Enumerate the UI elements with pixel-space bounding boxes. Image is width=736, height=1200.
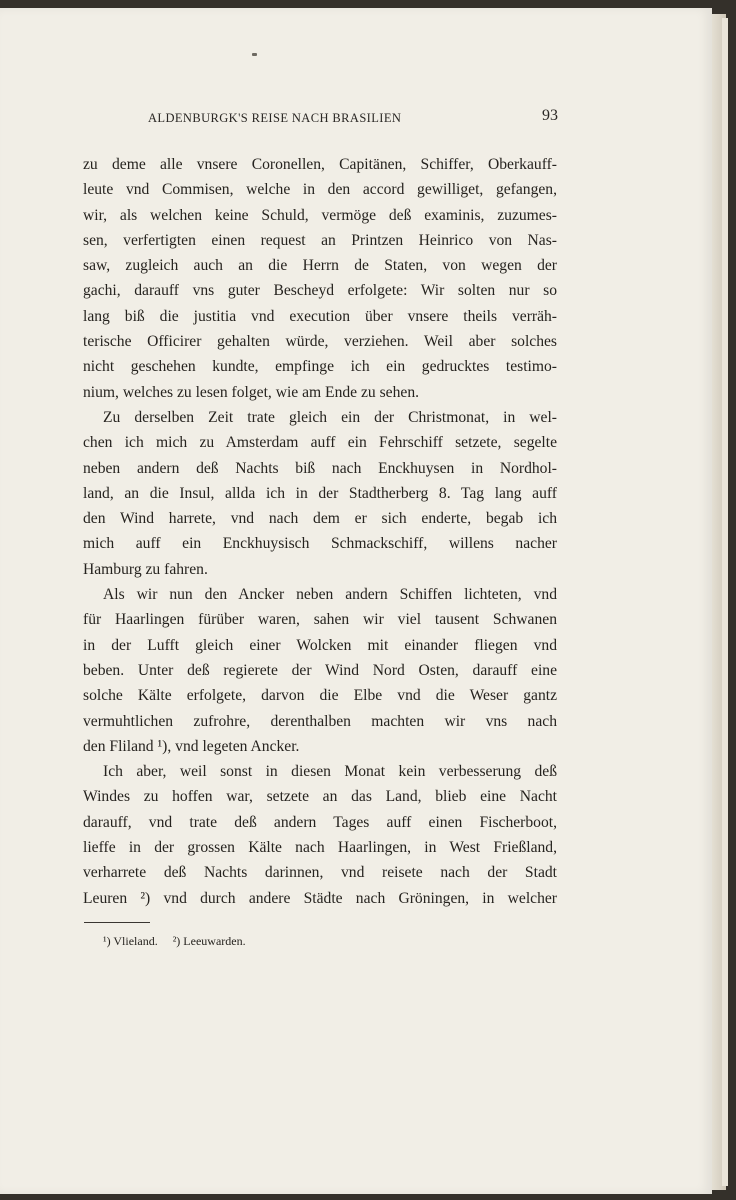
text-line: nium, welches zu lesen folget, wie am Ende zu sehen. bbox=[83, 383, 420, 401]
footnote-rule bbox=[84, 922, 150, 923]
text-line: neben andern deß Nachts biß nach Enckhuysen in Nordhol- bbox=[83, 459, 557, 477]
text-line: Windes zu hoffen war, setzete an das Land, blieb eine Nacht bbox=[83, 788, 557, 806]
book-page bbox=[0, 8, 712, 1194]
footnote-2: ²) Leeuwarden. bbox=[172, 934, 246, 948]
text-line: solche Kälte erfolgete, darvon die Elbe vnd die Weser gantz bbox=[83, 687, 557, 705]
text-line: leute vnd Commisen, welche in den accord gewilliget, gefangen, bbox=[83, 181, 557, 199]
footnotes bbox=[103, 934, 258, 949]
text-line: verharrete deß Nachts darinnen, vnd reisete nach der Stadt bbox=[83, 864, 557, 882]
text-line: für Haarlingen fürüber waren, sahen wir viel tausent Schwanen bbox=[83, 611, 557, 629]
text-line: mich auff ein Enckhuysisch Schmackschiff, willens nacher bbox=[83, 535, 557, 553]
page-number: 93 bbox=[542, 107, 558, 124]
text-line: Als wir nun den Ancker neben andern Schiffen lichteten, vnd bbox=[103, 586, 557, 604]
text-line: nicht geschehen kundte, empfinge ich ein gedrucktes testimo- bbox=[83, 358, 557, 376]
text-line: sen, verfertigten einen request an Printzen Heinrico von Nas- bbox=[83, 231, 557, 249]
body-text bbox=[83, 152, 557, 911]
page-edge-inner bbox=[722, 18, 728, 1186]
text-line: zu deme alle vnsere Coronellen, Capitänen, Schiffer, Oberkauff- bbox=[83, 156, 557, 173]
ink-speck bbox=[252, 53, 257, 56]
text-line: terische Officirer gehalten würde, verziehen. Weil aber solches bbox=[83, 333, 557, 351]
text-line: Zu derselben Zeit trate gleich ein der Christmonat, in wel- bbox=[103, 408, 557, 426]
text-line: chen ich mich zu Amsterdam auff ein Fehrschiff setzete, segelte bbox=[83, 434, 557, 452]
page-header bbox=[144, 109, 556, 131]
text-line: wir, als welchen keine Schuld, vermöge deß examinis, zuzumes- bbox=[83, 206, 557, 224]
footnote-1: ¹) Vlieland. bbox=[103, 934, 158, 948]
text-line: den Wind harrete, vnd nach dem er sich enderte, begab ich bbox=[83, 510, 557, 528]
text-line: Ich aber, weil sonst in diesen Monat kein verbesserung deß bbox=[103, 763, 557, 781]
text-line: land, an die Insul, allda ich in der Stadtherberg 8. Tag lang auff bbox=[83, 484, 557, 502]
text-line: gachi, darauff vns guter Bescheyd erfolgete: Wir solten nur so bbox=[83, 282, 557, 300]
text-line: beben. Unter deß regierete der Wind Nord Osten, darauff eine bbox=[83, 661, 557, 679]
text-line: Hamburg zu fahren. bbox=[83, 560, 208, 578]
text-line: Leuren ²) vnd durch andere Städte nach Gröningen, in welcher bbox=[83, 889, 557, 907]
text-line: lang biß die justitia vnd execution über vnsere theils verräh- bbox=[83, 307, 557, 325]
text-line: den Fliland ¹), vnd legeten Ancker. bbox=[83, 737, 300, 755]
text-line: saw, zugleich auch an die Herrn de Staten, von wegen der bbox=[83, 257, 557, 275]
text-line: vermuhtlichen zufrohre, derenthalben machten wir vns nach bbox=[83, 712, 557, 730]
running-title: ALDENBURGK'S REISE NACH BRASILIEN bbox=[148, 111, 402, 125]
text-line: lieffe in der grossen Kälte nach Haarlingen, in West Frießland, bbox=[83, 839, 557, 857]
text-line: darauff, vnd trate deß andern Tages auff einen Fischerboot, bbox=[83, 813, 557, 831]
text-line: in der Lufft gleich einer Wolcken mit einander fliegen vnd bbox=[83, 636, 557, 654]
